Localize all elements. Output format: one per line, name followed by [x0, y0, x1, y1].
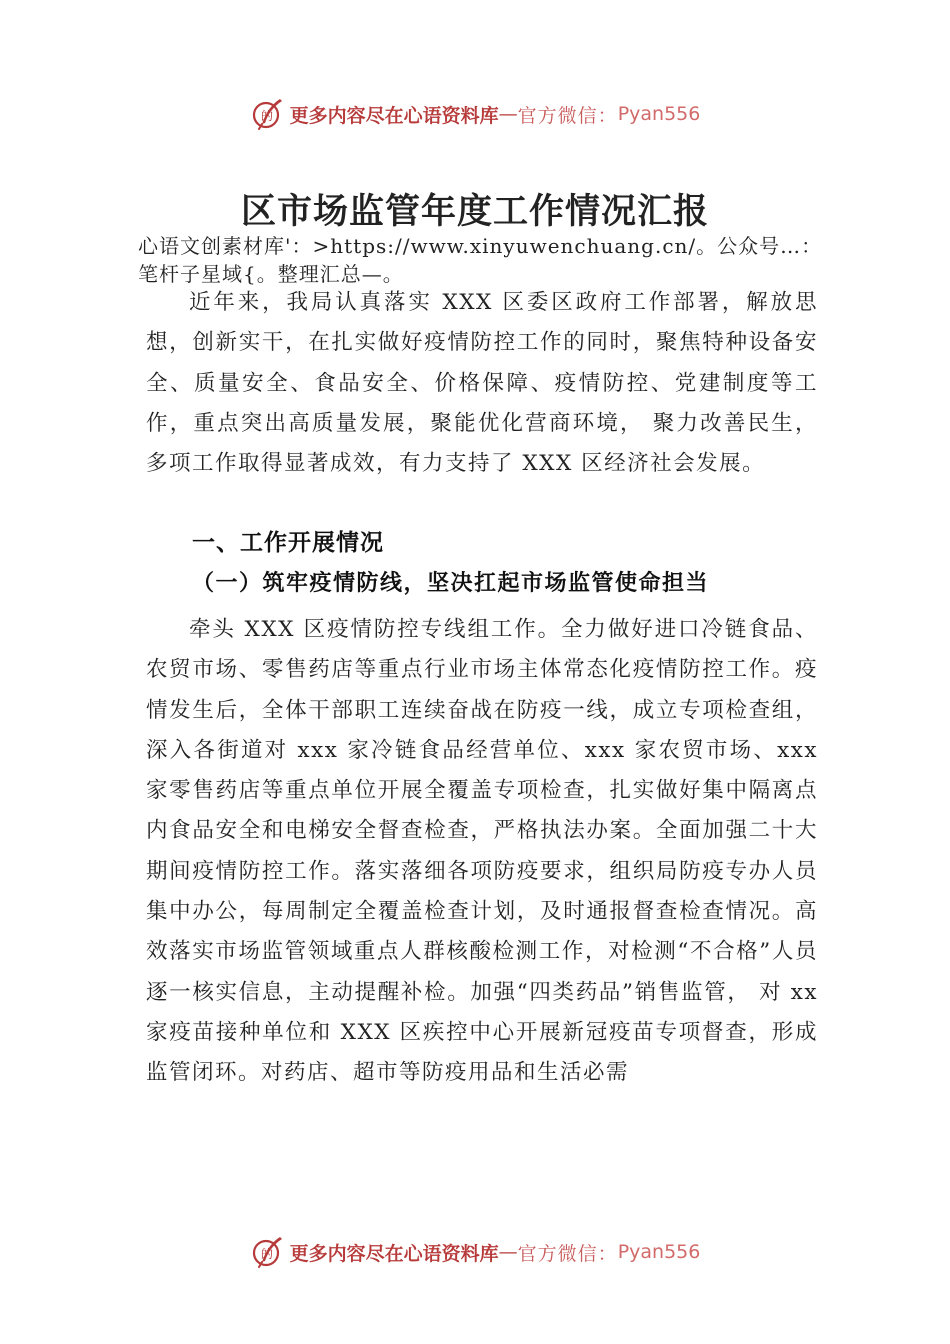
- watermark-account: Pyan556: [617, 103, 701, 125]
- document-title: 区市场监管年度工作情况汇报: [240, 191, 709, 232]
- footer-watermark: [0, 1232, 950, 1272]
- watermark-separator: —: [498, 103, 518, 125]
- watermark-label: 官方微信：: [517, 1242, 618, 1265]
- watermark-brand: 更多内容尽在心语资料库: [289, 104, 499, 127]
- watermark-account: Pyan556: [617, 1241, 701, 1263]
- intro-paragraph: 近年来，我局认真落实 XXX 区委区政府工作部署，解放思想，创新实干，在扎实做好疫情防控工作的同时，聚焦特种设备安全、质量安全、食品安全、价格保障、疫情防控、党建制度等工作，重点突出高质量发展，聚能优化营商环境， 聚力改善民生，多项工作取得显著成效，有力支持了 XXX 区经济社会发展。: [146, 290, 818, 477]
- quill-logo-icon: [250, 1234, 286, 1270]
- subsection-paragraph: 牵头 XXX 区疫情防控专线组工作。全力做好进口冷链食品、农贸市场、零售药店等重点行业市场主体常态化疫情防控工作。疫情发生后，全体干部职工连续奋战在防疫一线，成立专项检查组，深入各街道对 xxx 家冷链食品经营单位、xxx 家农贸市场、xxx 家零售药店等重点单位开展全覆盖专项检查，扎实做好集中隔离点内食品安全和电梯安全督查检查，严格执法办案。全面加强二十大期间疫情防控工作。落实落细各项防疫要求，组织局防疫专办人员集中办公，每周制定全覆盖检查计划，及时通报督查检查情况。高效落实市场监管领域重点人群核酸检测工作，对检测“不合格”人员逐一核实信息，主动提醒补检。加强“四类药品”销售监管， 对 xx 家疫苗接种单位和 XXX 区疾控中心开展新冠疫苗专项督查，形成监管闭环。对药店、超市等防疫用品和生活必需: [146, 617, 818, 1086]
- watermark-brand: 更多内容尽在心语资料库: [289, 1242, 499, 1265]
- subsection-heading: （一）筑牢疫情防线，坚决扛起市场监管使命担当: [192, 570, 710, 596]
- svg-text:的: 的: [260, 109, 273, 123]
- svg-text:的: 的: [260, 1247, 273, 1261]
- section-heading: 一、工作开展情况: [192, 530, 384, 556]
- watermark-label: 官方微信：: [517, 104, 618, 127]
- source-note: 心语文创素材库'：>https://www.xinyuwenchuang.cn/。公众号…：笔杆子星域{。整理汇总—。: [138, 234, 823, 286]
- quill-logo-icon: [250, 96, 286, 132]
- header-watermark: [0, 94, 950, 134]
- watermark-separator: —: [498, 1241, 518, 1263]
